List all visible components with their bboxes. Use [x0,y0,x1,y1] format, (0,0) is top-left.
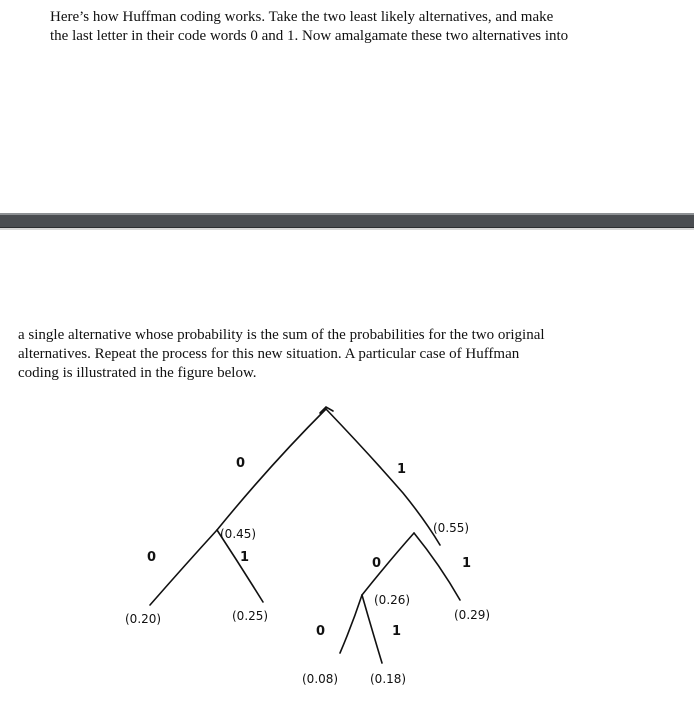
huffman-tree-figure [0,395,694,703]
paragraph-2-line-2: alternatives. Repeat the process for this new situation. A particular case of Huffman [18,346,520,362]
root-right-bit: 1 [397,462,407,477]
node-045-left-bit: 0 [147,550,157,565]
node-026-prob: (0.26) [374,593,411,607]
paragraph-1-line-1: Here’s how Huffman coding works. Take the two least likely alternatives, and make [50,9,554,25]
branch-055-left [362,533,414,595]
paragraph-2-line-3: coding is illustrated in the figure below. [18,365,257,381]
leaf-029-prob: (0.29) [454,608,491,622]
branch-root-right [326,409,440,545]
paragraph-1 [18,8,642,46]
paragraph-2-line-1: a single alternative whose probability is the sum of the probabilities for the two original [18,327,545,343]
node-026-left-bit: 0 [316,624,326,639]
page-break-shadow [0,228,694,230]
node-055-left-bit: 0 [372,556,382,571]
branch-055-right [414,533,460,600]
page-break-bar [0,213,694,228]
node-026-bit: 1 [392,624,402,639]
branch-026-left [340,595,362,653]
leaf-018-prob: (0.18) [370,672,407,686]
paragraph-1-line-2: the last letter in their code words 0 and 1. Now amalgamate these two alternatives into [50,28,569,44]
paragraph-2 [18,326,642,383]
node-055-prob: (0.55) [433,521,470,535]
leaf-020-prob: (0.20) [125,612,162,626]
node-045-prob: (0.45) [220,527,257,541]
leaf-025-prob: (0.25) [232,609,269,623]
node-045-bit: 1 [240,550,250,565]
root-left-bit: 0 [236,456,246,471]
branch-045-left [150,530,217,605]
leaf-008-prob: (0.08) [302,672,339,686]
branch-root-left [217,409,326,530]
node-055-bit: 1 [462,556,472,571]
